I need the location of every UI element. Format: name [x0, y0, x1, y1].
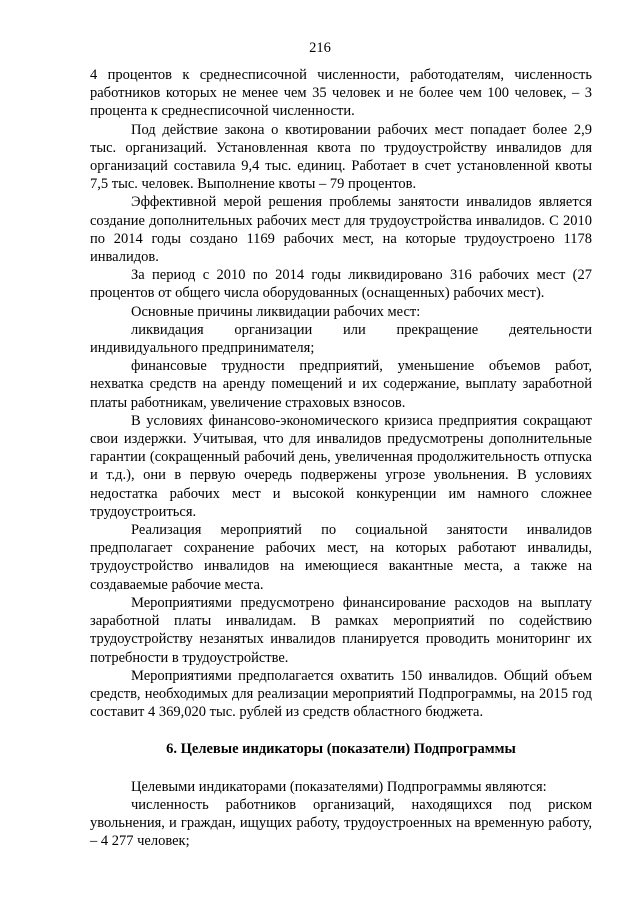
- paragraph: Мероприятиями предусмотрено финансирование расходов на выплату заработной платы инвалидам. В рамках мероприятий по содействию трудоустройству незанятых инвалидов планируется проводить мониторинг их потребности в трудоустройстве.: [90, 594, 592, 666]
- paragraph: Реализация мероприятий по социальной занятости инвалидов предполагает сохранение рабочих мест, на которых работают инвалиды, трудоустройство инвалидов на имеющиеся вакантные места, а также на создаваемые рабочие места.: [90, 522, 592, 593]
- paragraph: численность работников организаций, находящихся под риском увольнения, и граждан, ищущих работу, трудоустроенных на временную работу, – 4 277 человек;: [90, 796, 592, 850]
- paragraph: 4 процентов к среднесписочной численности, работодателям, численность работников которых не менее чем 35 человек и не более чем 100 человек, – 3 процента к среднесписочной численности.: [90, 67, 592, 120]
- paragraph: Эффективной мерой решения проблемы занятости инвалидов является создание дополнительных рабочих мест для трудоустройства инвалидов. С 2010 по 2014 годы создано 1169 рабочих мест, на которые трудоустроено 1178 инвалидов.: [90, 194, 592, 266]
- paragraph: Основные причины ликвидации рабочих мест:: [131, 303, 421, 320]
- paragraph: В условиях финансово-экономического кризиса предприятия сокращают свои издержки. Учитывая, что для инвалидов предусмотрены дополнительные гарантии (сокращенный рабочий день, увеличенная продолжительность отпуска и т.д.), они в первую очередь подвержены угрозе увольнения. В условиях недостатка рабочих мест и высокой конкуренции им намного сложнее трудоустроиться.: [90, 412, 592, 520]
- paragraph: За период с 2010 по 2014 годы ликвидировано 316 рабочих мест (27 процентов от общего числа оборудованных (оснащенных) рабочих мест).: [90, 267, 592, 302]
- section-heading: 6. Целевые индикаторы (показатели) Подпрограммы: [166, 741, 516, 758]
- page-number: 216: [309, 40, 331, 56]
- document-body: [90, 66, 592, 850]
- paragraph: ликвидация организации или прекращение деятельности индивидуального предпринимателя;: [90, 321, 592, 357]
- paragraph: Целевыми индикаторами (показателями) Подпрограммы являются:: [131, 778, 547, 795]
- paragraph: финансовые трудности предприятий, уменьшение объемов работ, нехватка средств на аренду помещений и их содержание, выплату заработной платы работникам, увеличение страховых взносов.: [90, 358, 592, 411]
- paragraph: Под действие закона о квотировании рабочих мест попадает более 2,9 тыс. организаций. Установленная квота по трудоустройству инвалидов для организаций составила 9,4 тыс. единиц. Работает в счет установленной квоты 7,5 тыс. человек. Выполнение квоты – 79 процентов.: [90, 121, 592, 193]
- paragraph: Мероприятиями предполагается охватить 150 инвалидов. Общий объем средств, необходимых для реализации мероприятий Подпрограммы, на 2015 год составит 4 369,020 тыс. рублей из средств областного бюджета.: [90, 667, 592, 721]
